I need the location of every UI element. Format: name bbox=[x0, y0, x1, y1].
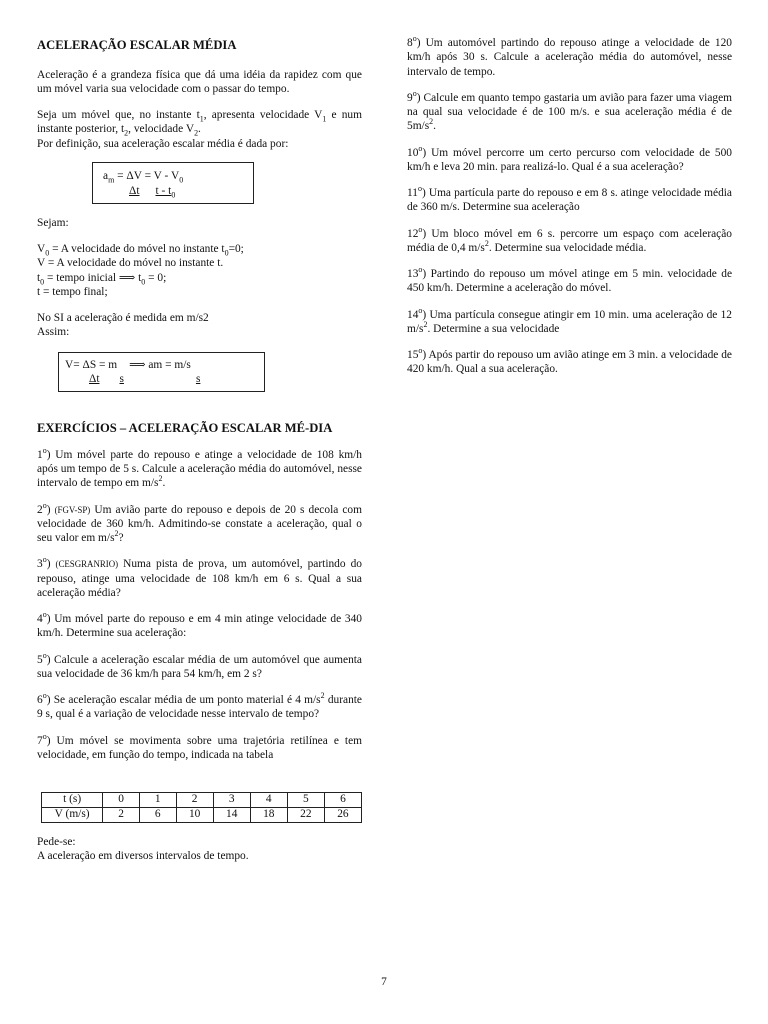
table-cell: 2 bbox=[176, 793, 213, 808]
pede-se-label: Pede-se: bbox=[37, 835, 76, 848]
table-cell: 18 bbox=[250, 807, 287, 822]
var-v0: $V_0 = A$ velocidade do móvel no instante $t_0=0$; bbox=[37, 243, 244, 258]
exercise-8: 8$^o$) Um automóvel partindo do repouso atinge a velocidade de 120 km/h após 30 s. Calcule a aceleração média do automóvel, nesse intervalo de tempo. bbox=[407, 34, 732, 78]
exercise-4: 4$^o$) Um móvel parte do repouso e em 4 min atinge velocidade de 340 km/h. Determine sua aceleração: bbox=[37, 610, 362, 640]
exercise-1: 1$^o$) Um móvel parte do repouso e atinge a velocidade de 108 km/h após um tempo de 5 s. Calcule a aceleração média do automóvel, nesse intervalo de tempo em $m/s^2$. bbox=[37, 446, 362, 490]
left-column bbox=[37, 36, 362, 863]
formula-box-acceleration bbox=[92, 162, 254, 204]
table-cell: 4 bbox=[250, 793, 287, 808]
implies-arrow-icon: ⟹ bbox=[129, 358, 146, 371]
implies-arrow-icon: ⟹ bbox=[118, 271, 136, 284]
table-cell: 6 bbox=[324, 793, 361, 808]
formula-line-1: $a_m = \Delta V = V - V_0$ bbox=[103, 169, 184, 185]
exercise-7: 7$^o$) Um móvel se movimenta sobre uma trajetória retilínea e tem velocidade, em função do tempo, indicada na tabela bbox=[37, 731, 362, 761]
table-cell: 14 bbox=[213, 807, 250, 822]
pede-se-text: A aceleração em diversos intervalos de tempo. bbox=[37, 849, 249, 862]
table-row-time bbox=[42, 793, 362, 808]
exercise-15: 15$^o$) Após partir do repouso um avião atinge em 3 min. a velocidade de 420 km/h. Qual a sua aceleração. bbox=[407, 346, 732, 376]
formula-box-units bbox=[58, 352, 265, 392]
exercise-10: 10$^o$) Um móvel percorre um certo percurso com velocidade de 500 km/h e leva 20 min. para realizá-lo. Qual é a sua aceleração? bbox=[407, 143, 732, 173]
table-cell: 26 bbox=[324, 807, 361, 822]
table-cell: 10 bbox=[176, 807, 213, 822]
var-t: t = tempo final; bbox=[37, 285, 108, 298]
exercise-12: 12$^o$) Um bloco móvel em 6 s. percorre um espaço com aceleração média de 0,4 $m/s^2$. Determine sua velocidade média. bbox=[407, 224, 732, 254]
exercise-13: 13$^o$) Partindo do repouso um móvel atinge em 5 min. velocidade de 450 km/h. Determine a aceleração do móvel. bbox=[407, 265, 732, 295]
exercise-14: 14$^o$) Uma partícula consegue atingir em 10 min. uma aceleração de 12 $m/s^2$. Determine a sua velocidade bbox=[407, 305, 732, 335]
table-cell: 6 bbox=[139, 807, 176, 822]
exercise-9: 9$^o$) Calcule em quanto tempo gastaria um avião para fazer uma viagem na qual sua velocidade é de 100 m/s. e sua aceleração média é de $5m/s^2$. bbox=[407, 88, 732, 133]
formula-line-2: Δt t - $t_0$ bbox=[129, 184, 176, 200]
var-v: V = A velocidade do móvel no instante t. bbox=[37, 257, 224, 270]
definition-paragraph: Seja um móvel que, no instante $t_1$, apresenta velocidade $V_1$ e num instante posterior, $t_2$, velocidade $V_2$. bbox=[37, 109, 362, 138]
si-unit-line: No SI a aceleração é medida em m/s2 bbox=[37, 312, 209, 325]
section-title: ACELERAÇÃO ESCALAR MÉDIA bbox=[37, 38, 237, 52]
formula-units-line-2: Δt s s bbox=[89, 372, 201, 385]
intro-paragraph: Aceleração é a grandeza física que dá uma idéia da rapidez com que um móvel varia sua velocidade com o passar do tempo. bbox=[37, 68, 362, 95]
page-number: 7 bbox=[381, 976, 387, 988]
velocity-table bbox=[41, 792, 362, 822]
table-cell: 0 bbox=[103, 793, 140, 808]
definition-line: Por definição, sua aceleração escalar média é dada por: bbox=[37, 137, 289, 150]
exercise-11: 11$^o$) Uma partícula parte do repouso e em 8 s. atinge velocidade média de 360 m/s. Determine sua aceleração bbox=[407, 184, 732, 214]
assim-label: Assim: bbox=[37, 326, 70, 339]
table-cell: 1 bbox=[139, 793, 176, 808]
exercise-6: 6$^o$) Se aceleração escalar média de um ponto material é 4 $m/s^2$ durante 9 s, qual é a variação de velocidade nesse intervalo de tempo? bbox=[37, 691, 362, 721]
var-t0: $t_0$ = tempo inicial ⟹ $t_0 = 0$; bbox=[37, 271, 167, 287]
table-header-time: t (s) bbox=[42, 793, 103, 808]
table-cell: 22 bbox=[287, 807, 324, 822]
exercise-5: 5$^o$) Calcule a aceleração escalar média de um automóvel que aumenta sua velocidade de 36 km/h para 54 km/h, em 2 s? bbox=[37, 650, 362, 680]
exercise-2: 2$^o$) (FGV-SP) Um avião parte do repouso e depois de 20 s decola com velocidade de 360 km/h. Admitindo-se constate a aceleração, qual o seu valor em $m/s^2$? bbox=[37, 500, 362, 545]
table-header-velocity: V (m/s) bbox=[42, 807, 103, 822]
sejam-label: Sejam: bbox=[37, 216, 69, 229]
formula-units-line-1: V= ΔS = m ⟹ am = m/s bbox=[65, 358, 191, 371]
table-cell: 5 bbox=[287, 793, 324, 808]
right-column bbox=[407, 36, 732, 377]
table-cell: 2 bbox=[103, 807, 140, 822]
table-cell: 3 bbox=[213, 793, 250, 808]
table-row-velocity bbox=[42, 807, 362, 822]
exercises-title: EXERCÍCIOS – ACELERAÇÃO ESCALAR MÉ-DIA bbox=[37, 420, 333, 435]
exercise-3: 3$^o$) (CESGRANRIO) Numa pista de prova, um automóvel, partindo do repouso, atinge uma velocidade de 108 km/h em 6 s. Qual a sua aceleração média? bbox=[37, 555, 362, 599]
